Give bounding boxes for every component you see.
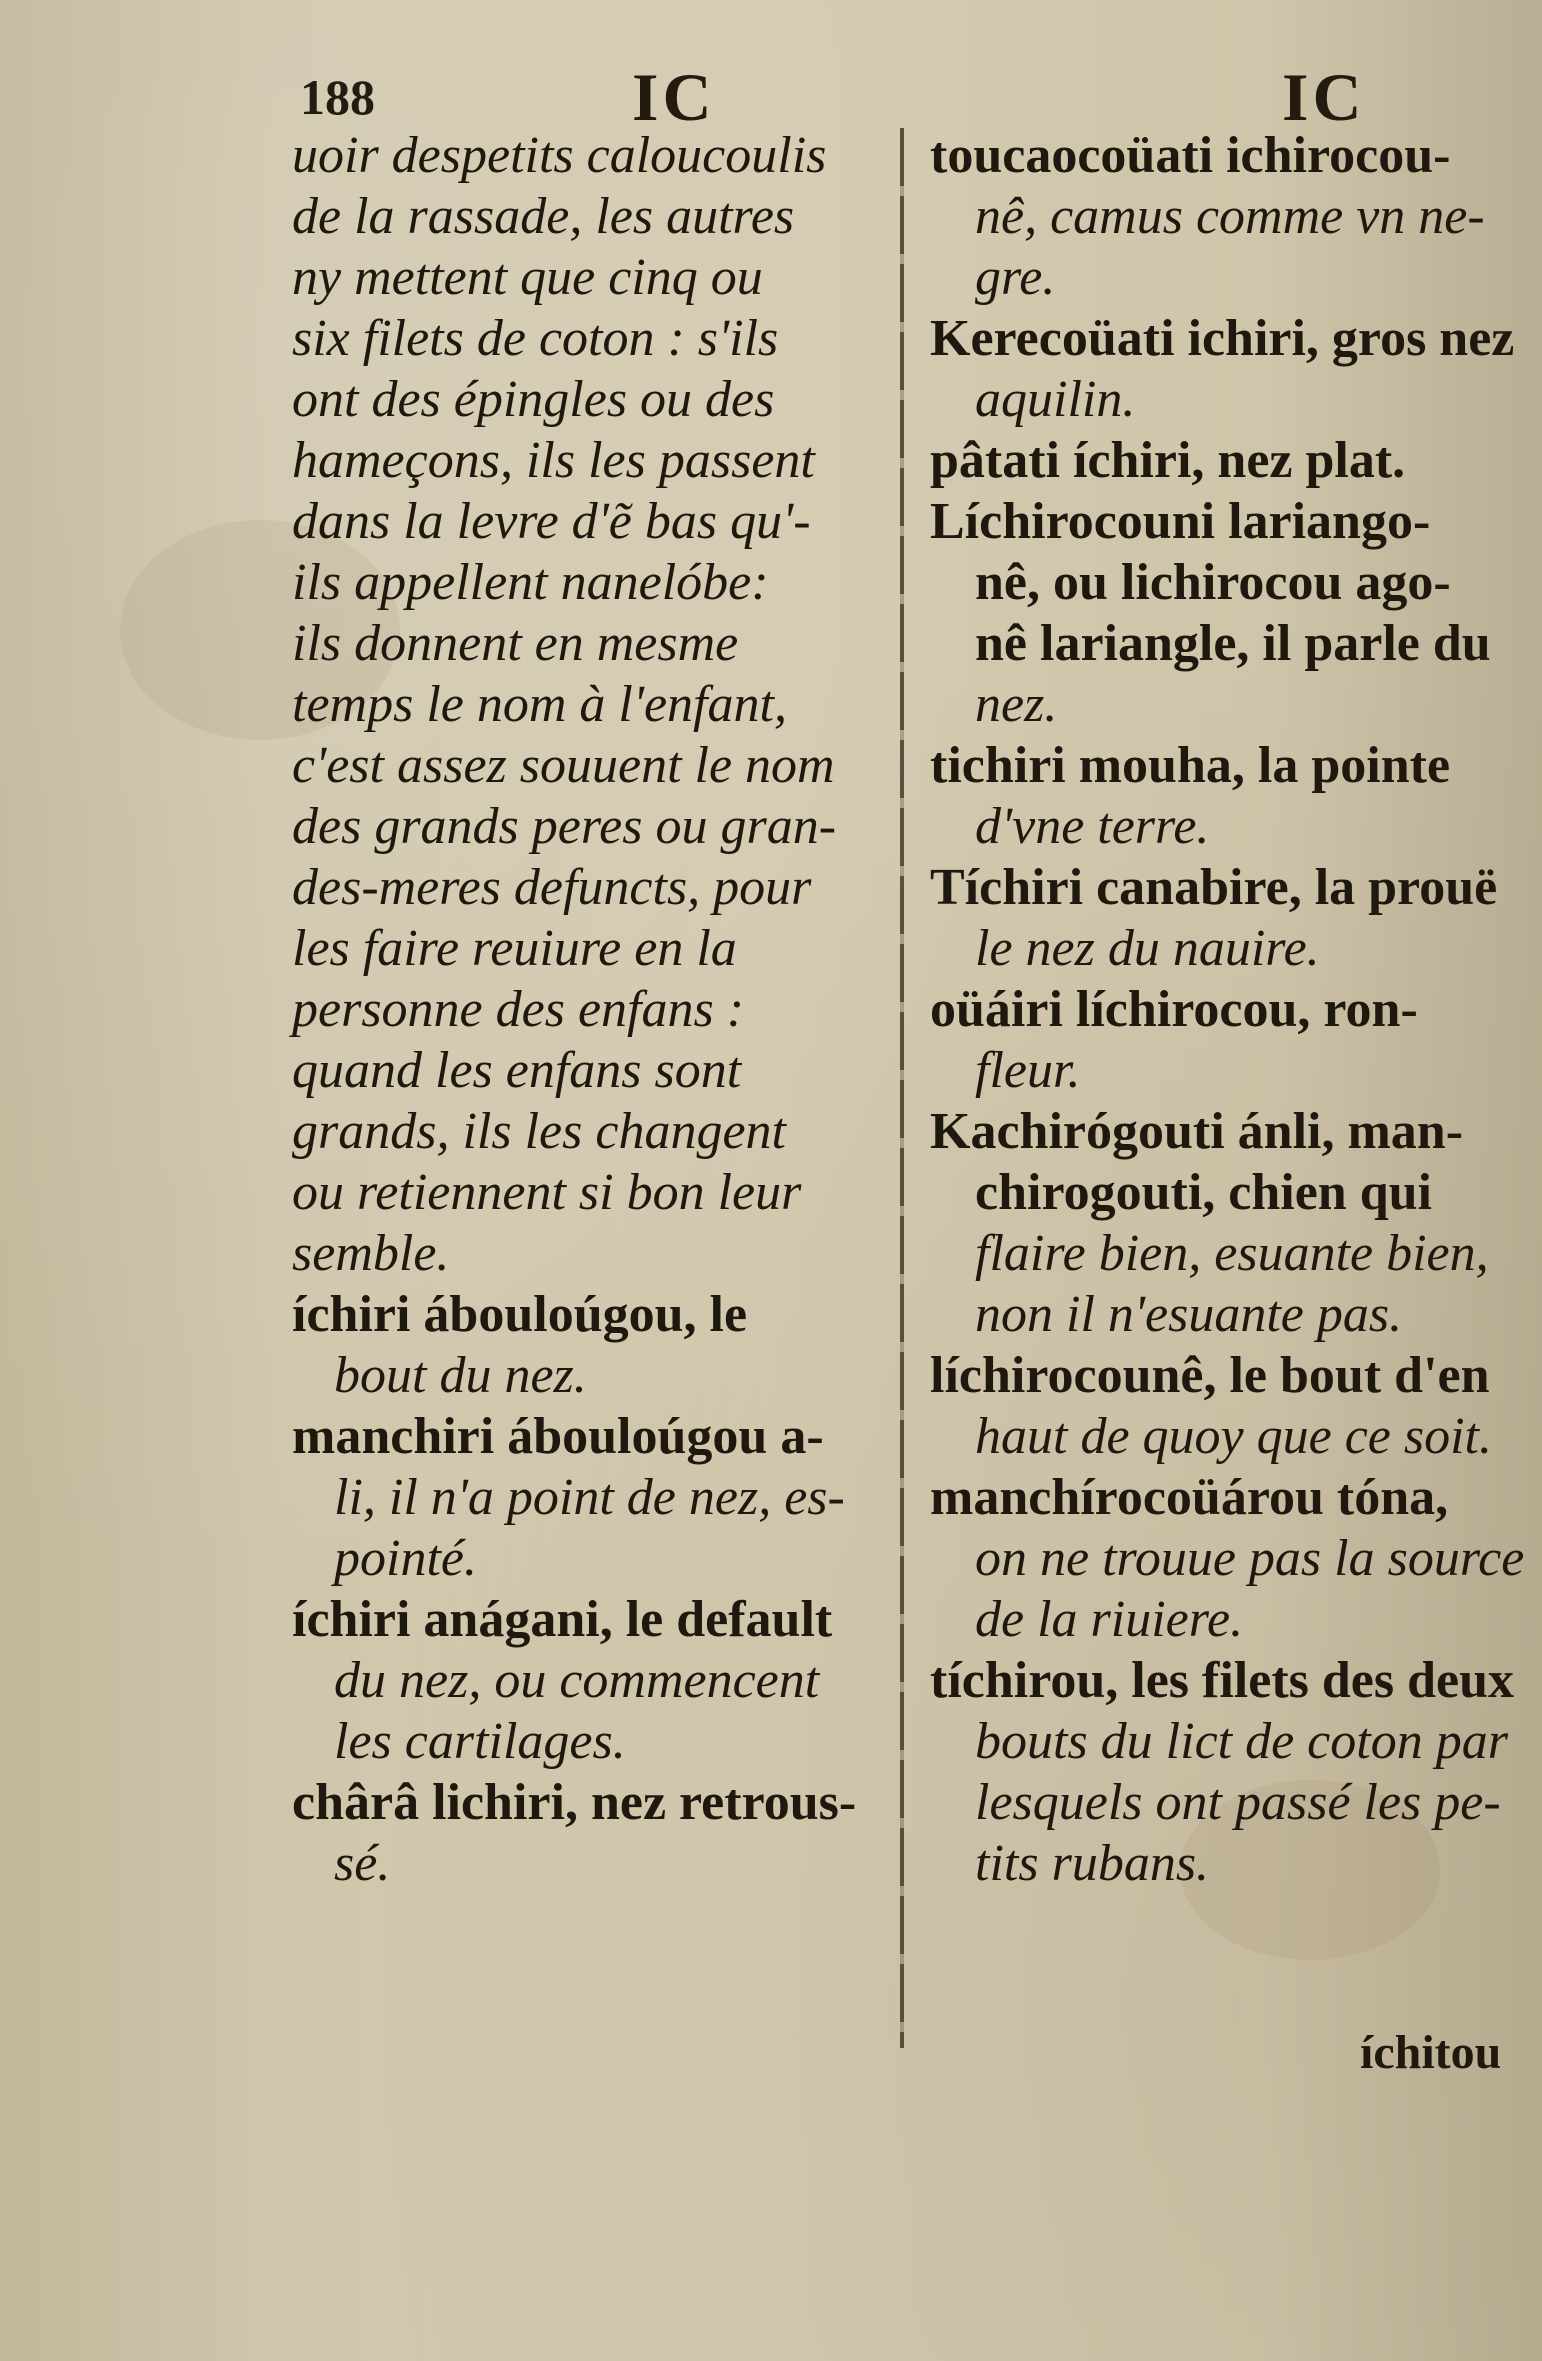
right-column	[930, 125, 1525, 1894]
entry-line: ont des épingles ou des	[292, 371, 775, 428]
entry-line: le nez du nauire.	[975, 920, 1320, 977]
entry-line: haut de quoy que ce soit.	[975, 1408, 1492, 1465]
dictionary-entry	[292, 1589, 952, 1772]
entry-line: c'est assez souuent le nom	[292, 737, 835, 794]
dictionary-entry	[930, 1101, 1490, 1345]
dictionary-entry	[930, 857, 1498, 979]
entry-line: nê, ou lichirocou ago-	[975, 554, 1451, 611]
entry-line: des-meres defuncts, pour	[292, 859, 812, 916]
entry-line: chârâ lichiri, nez retrous-	[292, 1774, 857, 1831]
dictionary-entry	[930, 125, 1490, 308]
entry-line: Kachirógouti ánli, man-	[930, 1103, 1464, 1160]
dictionary-entry	[292, 1772, 952, 1894]
entry-line: les faire reuiure en la	[292, 920, 737, 977]
entry-line: oüáiri líchirocou, ron-	[930, 981, 1418, 1038]
entry-line: de la rassade, les autres	[292, 188, 795, 245]
entry-line: on ne trouue pas la source	[975, 1530, 1525, 1587]
page-number: 188	[300, 69, 375, 125]
entry-line: manchiri ábouloúgou a-	[292, 1408, 824, 1465]
entry-line: nê lariangle, il parle du	[975, 615, 1491, 672]
entry-line: bout du nez.	[334, 1347, 587, 1404]
entry-line: toucaocoüati ichirocou-	[930, 127, 1451, 184]
entry-line: li, il n'a point de nez, es-	[334, 1469, 845, 1526]
entry-line: íchiri ábouloúgou, le	[292, 1286, 748, 1343]
entry-line: nê, camus comme vn ne-	[975, 188, 1485, 245]
entry-line: semble.	[292, 1225, 450, 1282]
entry-line: dans la levre d'ẽ bas qu'-	[292, 493, 811, 550]
entry-line: sé.	[334, 1835, 391, 1892]
dictionary-entry	[930, 1467, 1525, 1650]
running-head-left: IC	[632, 59, 716, 135]
entry-line: Tíchiri canabire, la prouë	[930, 859, 1498, 916]
entry-line: tits rubans.	[975, 1835, 1210, 1892]
dictionary-entry	[930, 735, 1490, 857]
entry-line: hameçons, ils les passent	[292, 432, 815, 489]
entry-line: quand les enfans sont	[292, 1042, 742, 1099]
dictionary-entry	[930, 1650, 1515, 1894]
entry-line: non il n'esuante pas.	[975, 1286, 1403, 1343]
running-head-right: IC	[1282, 59, 1366, 135]
entry-line: íchiri anágani, le default	[292, 1591, 833, 1648]
entry-line: flaire bien, esuante bien,	[975, 1225, 1489, 1282]
catchword: íchitou	[1360, 2026, 1502, 2079]
entry-line: pointé.	[334, 1530, 477, 1587]
entry-line: temps le nom à l'enfant,	[292, 676, 787, 733]
entry-line: bouts du lict de coton par	[975, 1713, 1508, 1770]
entry-line: ny mettent que cinq ou	[292, 249, 763, 306]
entry-line: aquilin.	[975, 371, 1136, 428]
entry-line: manchírocoüárou tóna,	[930, 1469, 1449, 1526]
entry-line: fleur.	[975, 1042, 1081, 1099]
entry-line: les cartilages.	[334, 1713, 626, 1770]
entry-line: grands, ils les changent	[292, 1103, 786, 1160]
entry-line: gre.	[975, 249, 1056, 306]
dictionary-entry	[930, 491, 1490, 735]
entry-line: líchirocounê, le bout d'en	[930, 1347, 1490, 1404]
entry-line: lesquels ont passé les pe-	[975, 1774, 1501, 1831]
entry-line: personne des enfans :	[292, 981, 745, 1038]
book-page	[60, 0, 1525, 2361]
entry-line: ils donnent en mesme	[292, 615, 739, 672]
dictionary-entry	[292, 1284, 952, 1406]
entry-line: de la riuiere.	[975, 1591, 1244, 1648]
dictionary-entry	[930, 308, 1515, 430]
dictionary-entry	[292, 125, 952, 1284]
entry-line: tíchirou, les filets des deux	[930, 1652, 1515, 1709]
entry-line: uoir despetits caloucoulis	[292, 127, 827, 184]
entry-line: des grands peres ou gran-	[292, 798, 837, 855]
entry-line: nez.	[975, 676, 1058, 733]
entry-line: Kerecoüati ichiri, gros nez	[930, 310, 1515, 367]
entry-line: du nez, ou commencent	[334, 1652, 820, 1709]
entry-line: ou retiennent si bon leur	[292, 1164, 802, 1221]
entry-line: ils appellent nanelóbe:	[292, 554, 769, 611]
dictionary-entry	[930, 430, 1490, 491]
dictionary-entry	[930, 979, 1490, 1101]
dictionary-entry	[930, 1345, 1490, 1467]
entry-line: Líchirocouni lariango-	[930, 493, 1431, 550]
left-column	[292, 125, 952, 1894]
dictionary-entry	[292, 1406, 952, 1589]
entry-line: pâtati íchiri, nez plat.	[930, 432, 1406, 489]
entry-line: d'vne terre.	[975, 798, 1210, 855]
entry-line: chirogouti, chien qui	[975, 1164, 1433, 1221]
entry-line: six filets de coton : s'ils	[292, 310, 779, 367]
entry-line: tichiri mouha, la pointe	[930, 737, 1451, 794]
